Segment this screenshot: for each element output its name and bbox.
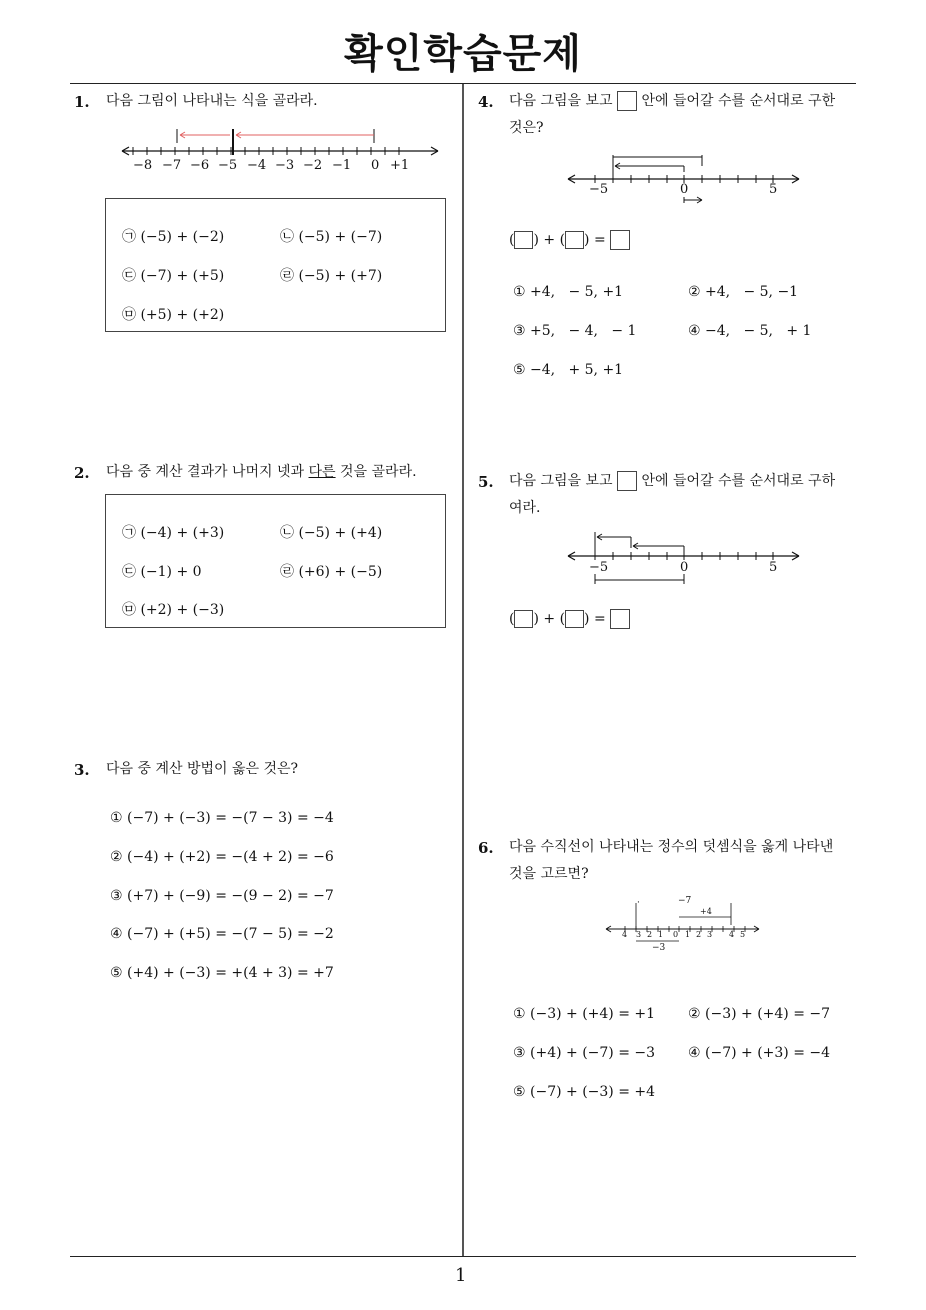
q1-axis-label: −6 xyxy=(190,158,210,173)
q2-choice[interactable] xyxy=(280,561,382,581)
q1-axis-label: −8 xyxy=(133,158,153,173)
choice-mark: ㉣ xyxy=(280,564,294,580)
q6-text xyxy=(509,834,869,888)
q2-choice[interactable] xyxy=(122,599,224,619)
q6-fig-dot: · xyxy=(637,898,640,908)
q5-axis-label: 5 xyxy=(769,560,778,575)
choice-mark: ㉣ xyxy=(280,268,294,284)
q5-number: 5. xyxy=(478,473,494,491)
q1-number: 1. xyxy=(74,93,90,111)
q6-number: 6. xyxy=(478,839,494,857)
q3-number: 3. xyxy=(74,761,90,779)
q2-choice[interactable] xyxy=(280,522,382,542)
q6-axis-label: 3 xyxy=(636,930,642,939)
column-divider xyxy=(462,84,464,1256)
choice-mark: ⑤ xyxy=(513,362,526,378)
q6-axis-label: 3 xyxy=(707,930,713,939)
choice-expr: (−5) + (−7) xyxy=(298,229,383,245)
bottom-rule xyxy=(70,1256,856,1257)
q1-choice[interactable] xyxy=(122,304,224,324)
q6-text-b: 것을 고르면? xyxy=(509,866,589,882)
choice-mark: ② xyxy=(688,1006,701,1022)
choice-expr: (+7) + (−9) = −(9 − 2) = −7 xyxy=(127,888,334,904)
q3-choice[interactable] xyxy=(110,849,334,865)
q2-text-underlined: 다른 xyxy=(308,464,336,480)
answer-box xyxy=(514,610,533,628)
q1-axis-label: −2 xyxy=(303,158,323,173)
q6-axis-label: 4 xyxy=(622,930,628,939)
choice-expr: (−5) + (−2) xyxy=(140,229,225,245)
choice-expr: (−7) + (+5) = −(7 − 5) = −2 xyxy=(127,926,334,942)
choice-mark: ㉡ xyxy=(280,525,294,541)
q1-choice[interactable] xyxy=(122,226,224,246)
q6-axis-label: 2 xyxy=(647,930,653,939)
choice-expr: (−5) + (+4) xyxy=(298,525,383,541)
choice-expr: (+4) + (−7) = −3 xyxy=(530,1045,656,1061)
q5-text xyxy=(509,468,869,522)
answer-box xyxy=(565,231,584,249)
q6-choice[interactable] xyxy=(513,1006,655,1022)
q2-choice[interactable] xyxy=(122,522,224,542)
answer-box xyxy=(617,91,637,111)
q3-text: 다음 중 계산 방법이 옳은 것은? xyxy=(106,761,299,777)
equals-sign: = xyxy=(593,611,606,627)
q1-axis-label: 0 xyxy=(371,158,380,173)
q6-choice[interactable] xyxy=(688,1045,830,1061)
q1-axis-label: −3 xyxy=(275,158,295,173)
q3-choice[interactable] xyxy=(110,810,334,826)
q4-axis-label: −5 xyxy=(589,182,609,197)
choice-mark: ② xyxy=(688,284,701,300)
q1-axis-label: −4 xyxy=(247,158,267,173)
choice-mark: ① xyxy=(110,810,123,826)
q1-text: 다음 그림이 나타내는 식을 골라라. xyxy=(106,93,318,109)
q2-text-before: 다음 중 계산 결과가 나머지 넷과 xyxy=(106,464,309,480)
q2-text-after: 것을 골라라. xyxy=(335,464,417,480)
choice-expr: (−4) + (+2) = −(4 + 2) = −6 xyxy=(127,849,334,865)
q1-axis-label: −5 xyxy=(218,158,238,173)
choice-mark: ④ xyxy=(110,926,123,942)
choice-expr: (−3) + (+4) = −7 xyxy=(705,1006,831,1022)
plus-sign: + xyxy=(543,611,556,627)
q4-choice[interactable] xyxy=(688,284,798,300)
choice-mark: ㉠ xyxy=(122,525,136,541)
choice-mark: ② xyxy=(110,849,123,865)
q1-choice[interactable] xyxy=(122,265,224,285)
choice-expr: (−1) + 0 xyxy=(140,564,202,580)
choice-mark: ㉢ xyxy=(122,564,136,580)
choice-mark: ㉤ xyxy=(122,307,136,323)
choice-expr: (+6) + (−5) xyxy=(298,564,383,580)
answer-box xyxy=(617,471,637,491)
answer-box xyxy=(610,230,630,250)
choice-mark: ① xyxy=(513,1006,526,1022)
choice-mark: ㉢ xyxy=(122,268,136,284)
choice-expr: (−7) + (−3) = +4 xyxy=(530,1084,656,1100)
q1-axis-label: −7 xyxy=(162,158,182,173)
q4-choice[interactable] xyxy=(513,362,623,378)
q6-choice[interactable] xyxy=(513,1084,655,1100)
q5-text-b: 안에 들어갈 수를 순서대로 구하 xyxy=(641,473,836,489)
choice-mark: ㉠ xyxy=(122,229,136,245)
q6-choice[interactable] xyxy=(688,1006,830,1022)
choice-mark: ③ xyxy=(110,888,123,904)
q5-text-c: 여라. xyxy=(509,500,541,516)
q6-axis-label: 5 xyxy=(740,930,746,939)
equals-sign: = xyxy=(593,232,606,248)
choice-expr: (+5) + (+2) xyxy=(140,307,225,323)
choice-expr: (+2) + (−3) xyxy=(140,602,225,618)
choice-expr: (−3) + (+4) = +1 xyxy=(530,1006,656,1022)
q2-number: 2. xyxy=(74,464,90,482)
choice-mark: ③ xyxy=(513,323,526,339)
q6-axis-label: 2 xyxy=(696,930,702,939)
q2-choice[interactable] xyxy=(122,561,202,581)
q1-choice[interactable] xyxy=(280,226,382,246)
plus-sign: + xyxy=(543,232,556,248)
q4-choice[interactable] xyxy=(513,284,623,300)
choice-expr: (−4) + (+3) xyxy=(140,525,225,541)
choice-expr: −4, + 5, +1 xyxy=(530,362,624,378)
choice-mark: ④ xyxy=(688,1045,701,1061)
choice-expr: −4, − 5, + 1 xyxy=(705,323,812,339)
choice-expr: (−7) + (+3) = −4 xyxy=(705,1045,831,1061)
choice-mark: ① xyxy=(513,284,526,300)
q3-choice[interactable] xyxy=(110,965,334,981)
q4-number: 4. xyxy=(478,93,494,111)
q6-axis-label: 4 xyxy=(729,930,735,939)
q6-axis-label: 1 xyxy=(658,930,664,939)
q5-text-a: 다음 그림을 보고 xyxy=(509,473,613,489)
choice-expr: (+4) + (−3) = +(4 + 3) = +7 xyxy=(127,965,334,981)
q4-choice[interactable] xyxy=(513,323,636,339)
q2-text xyxy=(106,459,417,486)
q6-choice[interactable] xyxy=(513,1045,655,1061)
q4-text-c: 것은? xyxy=(509,120,544,136)
q4-axis-label: 5 xyxy=(769,182,778,197)
q6-fig-top-label: −7 xyxy=(678,896,692,906)
choice-mark: ④ xyxy=(688,323,701,339)
answer-box xyxy=(565,610,584,628)
q4-text xyxy=(509,88,869,142)
q6-axis-label: 1 xyxy=(685,930,691,939)
q6-fig-mid-label: +4 xyxy=(700,907,712,916)
choice-mark: ㉡ xyxy=(280,229,294,245)
q6-text-a: 다음 수직선이 나타내는 정수의 덧셈식을 옳게 나타낸 xyxy=(509,839,834,855)
choice-mark: ⑤ xyxy=(513,1084,526,1100)
q1-axis-label: −1 xyxy=(332,158,352,173)
q1-axis-label: +1 xyxy=(390,158,410,173)
q4-choice[interactable] xyxy=(688,323,811,339)
choice-expr: +4, − 5, +1 xyxy=(530,284,624,300)
q4-equation: ( ) + ( ) = xyxy=(509,230,630,250)
q1-choice[interactable] xyxy=(280,265,382,285)
choice-expr: (−7) + (−3) = −(7 − 3) = −4 xyxy=(127,810,334,826)
choice-expr: +5, − 4, − 1 xyxy=(530,323,637,339)
choice-mark: ㉤ xyxy=(122,602,136,618)
q4-text-a: 다음 그림을 보고 xyxy=(509,93,613,109)
q3-choice[interactable] xyxy=(110,926,334,942)
q3-choice[interactable] xyxy=(110,888,334,904)
page-title: 확인학습문제 xyxy=(344,31,582,77)
q6-fig-bottom-label: −3 xyxy=(652,943,666,953)
answer-box xyxy=(514,231,533,249)
q5-axis-label: 0 xyxy=(680,560,689,575)
choice-expr: (−7) + (+5) xyxy=(140,268,225,284)
q4-axis-label: 0 xyxy=(680,182,689,197)
q5-axis-label: −5 xyxy=(589,560,609,575)
choice-expr: +4, − 5, −1 xyxy=(705,284,799,300)
choice-expr: (−5) + (+7) xyxy=(298,268,383,284)
q5-equation: ( ) + ( ) = xyxy=(509,609,630,629)
q4-text-b: 안에 들어갈 수를 순서대로 구한 xyxy=(641,93,836,109)
choice-mark: ⑤ xyxy=(110,965,123,981)
choice-mark: ③ xyxy=(513,1045,526,1061)
q6-axis-label: 0 xyxy=(673,930,679,939)
page-number: 1 xyxy=(455,1265,467,1286)
answer-box xyxy=(610,609,630,629)
